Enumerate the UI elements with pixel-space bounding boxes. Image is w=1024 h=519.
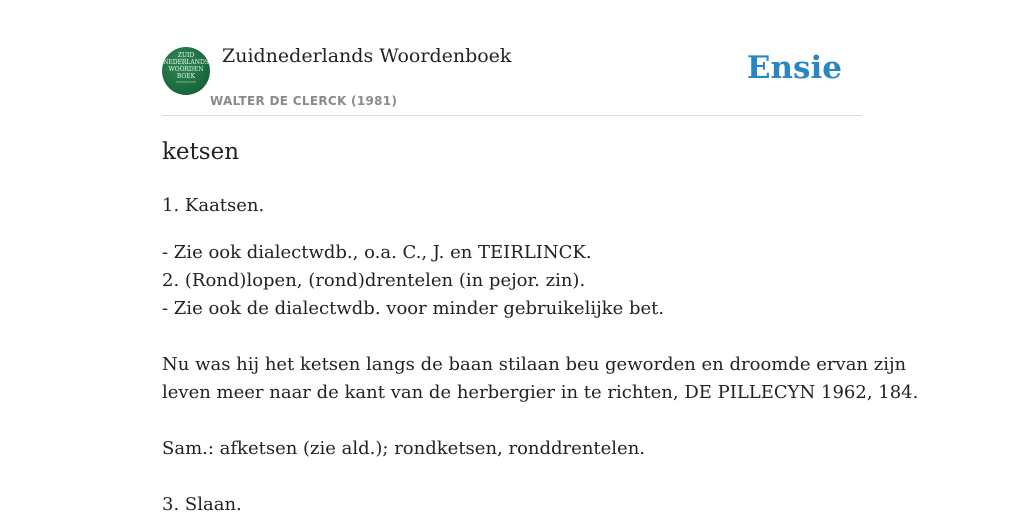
definition-line: 2. (Rond)lopen, (rond)drentelen (in pejor. zin).	[162, 270, 586, 291]
definition-line: - Zie ook de dialectwdb. voor minder gebruikelijke bet.	[162, 298, 665, 319]
dictionary-author: WALTER DE CLERCK (1981)	[210, 94, 398, 108]
logo-text-line-1: ZUID	[177, 52, 195, 59]
entry-definition	[162, 192, 919, 519]
page-container	[162, 0, 919, 515]
dictionary-title[interactable]: Zuidnederlands Woordenboek	[222, 45, 512, 67]
definition-paragraph	[162, 192, 862, 220]
ensie-brand-link[interactable]: Ensie	[746, 50, 842, 86]
dictionary-header	[162, 0, 862, 116]
entry-headword: ketsen	[162, 139, 240, 165]
definition-line: 1. Kaatsen.	[162, 195, 265, 216]
logo-text-line-4: BOEK	[176, 73, 196, 80]
definition-line: - Zie ook dialectwdb., o.a. C., J. en TEIRLINCK.	[162, 242, 592, 263]
definition-line: 3. Slaan.	[162, 494, 242, 515]
quotation-line: Nu was hij het ketsen langs de baan stilaan beu geworden en droomde ervan zijn	[162, 354, 907, 375]
logo-text-line-2: NEDERLANDS	[163, 59, 209, 66]
definition-paragraph	[162, 239, 862, 323]
compounds-line: Sam.: afketsen (zie ald.); rondketsen, ronddrentelen.	[162, 438, 646, 459]
logo-text-line-3: WOORDEN	[168, 66, 204, 73]
dictionary-logo-icon[interactable]	[162, 47, 210, 95]
quotation-line: leven meer naar de kant van de herbergier in te richten, DE PILLECYN 1962, 184.	[162, 382, 919, 403]
definition-paragraph	[162, 491, 862, 519]
quotation-paragraph	[162, 351, 919, 407]
compounds-paragraph	[162, 435, 862, 463]
